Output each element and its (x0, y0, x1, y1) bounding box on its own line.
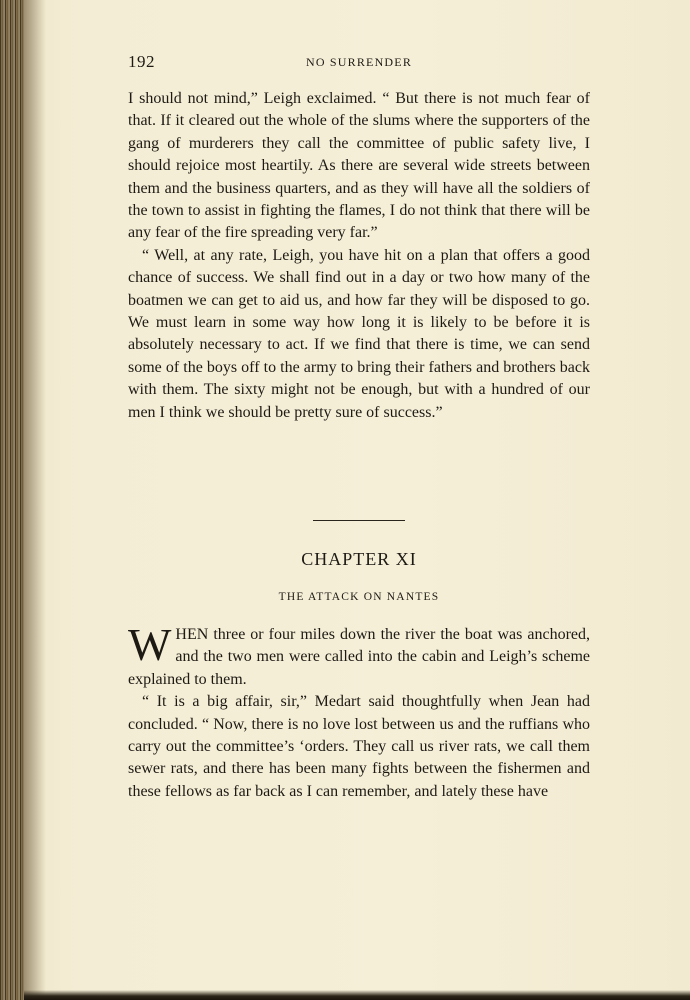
section-divider-rule (313, 520, 405, 521)
page-bottom-edge (24, 990, 690, 1000)
paragraph: I should not mind,” Leigh exclaimed. “ But there is not much fear of that. If it cleared out the whole of the slums where the supporters of the gang of murderers they call the committee of public safety live, I should rejoice most heartily. As there are several wide streets between them and the business quarters, and as they will have all the soldiers of the town to assist in fighting the flames, I do not think that there will be any fear of the fire spreading very far.” (128, 90, 590, 242)
body-text-top (128, 88, 590, 424)
paragraph: “ It is a big affair, sir,” Medart said thoughtfully when Jean had concluded. “ Now, there is no love lost between us and the ruffians who carry out the committee’s ‘orders. They call us river rats, we call them sewer rats, and there has been many fights between the fishermen and these fellows as far back as I can remember, and lately these have (128, 693, 590, 800)
drop-cap: W (128, 619, 172, 670)
book-binding (0, 0, 24, 1000)
page-gutter-shadow (24, 0, 46, 1000)
paragraph: “ Well, at any rate, Leigh, you have hit on a plan that offers a good chance of success. We shall find out in a day or two how many of the boatmen we can get to aid us, and how far they will be disposed to go. We must learn in some way how long it is likely to be before it is absolutely necessary to act. If we find that there is time, we can send some of the boys off to the army to bring their fathers and brothers back with them. The sixty might not be enough, but with a hundred of our men I think we should be pretty sure of success.” (128, 246, 590, 421)
running-head (128, 52, 590, 74)
chapter-opening-paragraph (128, 619, 590, 691)
body-text-chapter (128, 619, 590, 803)
opening-text: HEN three or four miles down the river the boat was anchored, and the two men were called into the cabin and Leigh’s scheme explained to them. (128, 626, 590, 688)
running-title: NO SURRENDER (305, 55, 413, 69)
chapter-heading: CHAPTER XI (301, 549, 417, 569)
chapter-subtitle: THE ATTACK ON NANTES (278, 591, 440, 603)
page-number: 192 (128, 52, 155, 71)
